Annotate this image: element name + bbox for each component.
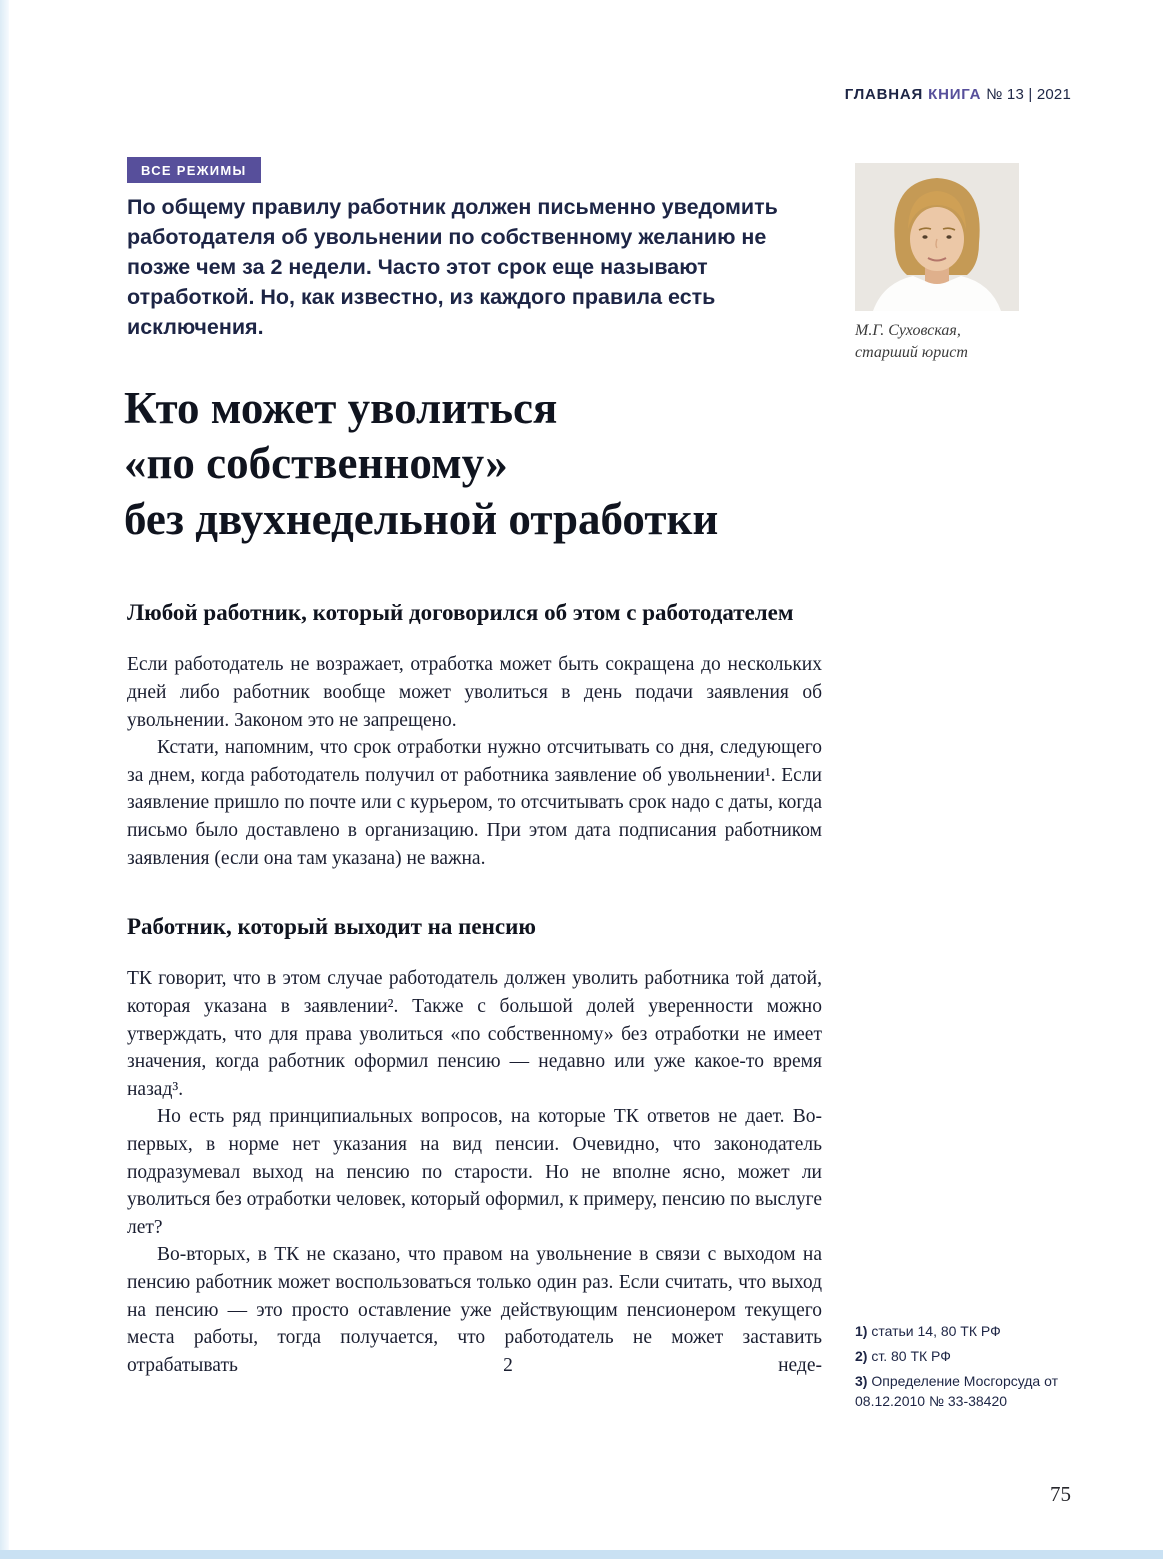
author-role: старший юрист	[855, 343, 968, 361]
footnote-number: 3)	[855, 1372, 868, 1389]
body-paragraph: Во-вторых, в ТК не сказано, что правом на увольнение в связи с выходом на пенсию работник может воспользоваться только один раз. Если считать, что выход на пенсию — это просто оставление уже действующим пенсионером текущего места работы, тогда получается, что работодатель не может заставить отрабатывать 2 неде-	[127, 1244, 822, 1376]
masthead	[845, 86, 1071, 103]
footnote-number: 1)	[855, 1323, 868, 1339]
article-body	[127, 598, 822, 1379]
footnote-text: статьи 14, 80 ТК РФ	[871, 1323, 1001, 1339]
author-photo	[855, 163, 1019, 311]
section-1-heading: Любой работник, который договорился об этом с работодателем	[127, 600, 794, 625]
magazine-name-part1: ГЛАВНАЯ	[844, 86, 924, 103]
page-edge-left-strip	[0, 0, 9, 1559]
portrait-icon	[855, 163, 1019, 311]
footnote	[855, 1372, 1087, 1412]
footnote	[855, 1322, 1087, 1342]
author-name: М.Г. Суховская,	[855, 322, 961, 339]
article-title	[124, 381, 1004, 547]
rubric-badge: ВСЕ РЕЖИМЫ	[127, 157, 261, 183]
article-title-line-1: Кто может уволиться	[124, 383, 558, 433]
article-title-line-2: «по собственному»	[124, 438, 508, 489]
body-paragraph: Если работодатель не возражает, отработка может быть сокращена до нескольких дней либо работник вообще может уволиться в день подачи заявления об увольнении. Законом это не запрещено.	[127, 654, 822, 731]
footnote-text: ст. 80 ТК РФ	[871, 1347, 951, 1364]
magazine-name-part2: КНИГА	[928, 86, 982, 103]
article-title-line-3: без двухнедельной отработки	[124, 493, 719, 544]
body-paragraph: Но есть ряд принципиальных вопросов, на которые ТК ответов не дает. Во-первых, в норме нет указания на вид пенсии. Очевидно, что законодатель подразумевал выход на пенсию по старости. Но не вполне ясно, может ли уволиться без отработки человек, который оформил, к примеру, пенсию по выслуге лет?	[127, 1106, 822, 1238]
section-2-heading: Работник, который выходит на пенсию	[127, 914, 536, 940]
footnote-text: Определение Мосгорсуда от 08.12.2010 № 33-38420	[855, 1372, 1058, 1409]
page-edge-bottom-strip	[0, 1550, 1163, 1559]
footnote	[855, 1347, 1087, 1367]
body-paragraph: ТК говорит, что в этом случае работодатель должен уволить работника той датой, которая указана в заявлении². Также с большой долей уверенности можно утверждать, что для права уволиться «по собственному» без отработки не имеет значения, когда работник оформил пенсию — недавно или уже какое-то время назад³.	[127, 968, 822, 1100]
body-paragraph: Кстати, напомним, что срок отработки нужно отсчитывать со дня, следующего за днем, когда работодатель получил от работника заявление об увольнении¹. Если заявление пришло по почте или с курьером, то отсчитывать срок надо с даты, когда письмо было доставлено в организацию. При этом дата подписания работником заявления (если она там указана) не важна.	[127, 737, 822, 869]
page-number: 75	[1050, 1482, 1071, 1506]
footnotes-block	[855, 1322, 1087, 1417]
lead-paragraph: По общему правилу работник должен письменно уведомить работодателя об увольнении по собственному желанию не позже чем за 2 недели. Часто этот срок еще называют отработкой. Но, как известно, из каждого правила есть исключения.	[127, 195, 778, 339]
author-figure	[855, 163, 1019, 363]
issue-number: № 13 | 2021	[986, 86, 1071, 103]
author-caption	[855, 320, 1019, 363]
footnote-number: 2)	[855, 1347, 868, 1364]
